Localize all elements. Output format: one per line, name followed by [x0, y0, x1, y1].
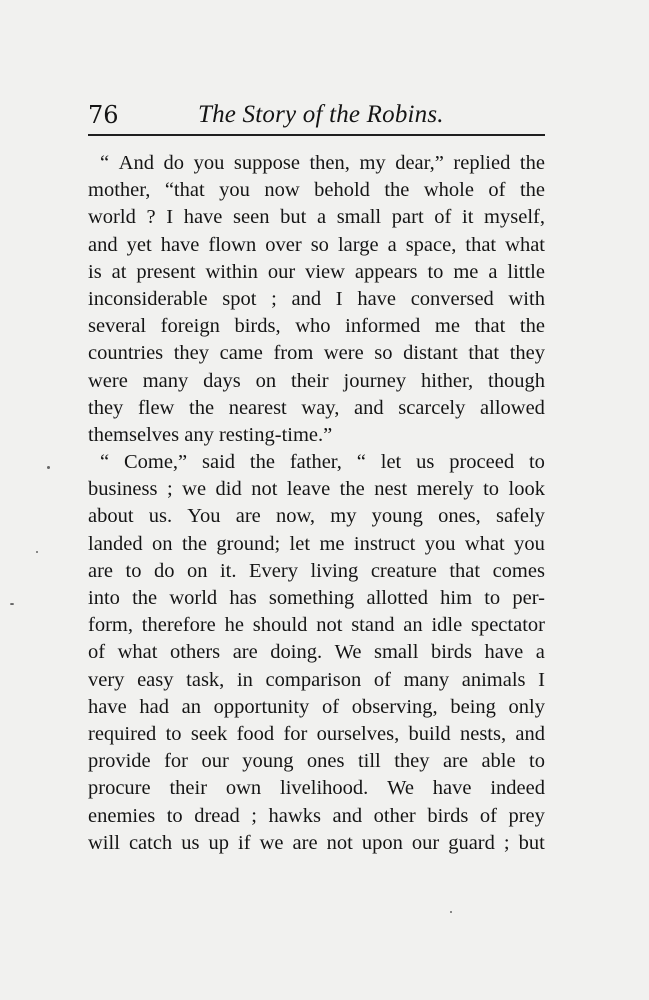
- text-word: their: [169, 777, 208, 800]
- text-word: did: [215, 478, 242, 501]
- text-word: in: [236, 668, 253, 691]
- text-word: to: [529, 750, 545, 773]
- text-word: ?: [146, 206, 156, 229]
- text-word: are: [232, 641, 258, 664]
- text-word: upon: [361, 831, 403, 854]
- text-word: world: [88, 206, 136, 229]
- text-word: are: [292, 831, 318, 854]
- text-word: a: [316, 206, 327, 229]
- text-word: birds: [427, 804, 469, 827]
- text-word: themselves: [88, 423, 180, 446]
- text-word: required: [88, 722, 157, 745]
- text-word: any: [184, 423, 214, 446]
- text-word: do: [153, 559, 175, 582]
- text-word: an: [403, 614, 423, 637]
- text-word: “that: [164, 179, 205, 202]
- text-word: had: [139, 695, 169, 718]
- text-word: other: [373, 804, 416, 827]
- text-line: [88, 286, 545, 313]
- text-word: form,: [88, 614, 133, 637]
- text-word: what: [505, 233, 545, 256]
- text-word: hither,: [421, 369, 474, 392]
- text-word: procure: [88, 777, 151, 800]
- text-word: indeed: [490, 777, 545, 800]
- text-word: catch: [128, 831, 173, 854]
- text-word: resting-time.”: [218, 423, 333, 446]
- text-word: per-: [512, 587, 545, 609]
- text-word: within: [205, 260, 258, 283]
- text-word: what: [464, 532, 505, 555]
- text-word: conversed: [410, 287, 494, 310]
- text-word: over: [265, 233, 302, 256]
- text-word: enemies: [88, 804, 156, 827]
- text-word: therefore: [141, 614, 216, 637]
- text-word: with: [508, 287, 545, 310]
- text-word: part: [391, 206, 424, 229]
- text-word: And: [118, 152, 154, 174]
- text-word: on: [186, 559, 208, 582]
- text-word: merely: [416, 478, 474, 501]
- text-word: he: [224, 614, 244, 637]
- text-word: and: [332, 804, 363, 827]
- text-word: to: [528, 451, 545, 474]
- text-word: space,: [405, 233, 457, 256]
- paper-speck: [10, 603, 14, 605]
- text-word: leave: [286, 478, 331, 501]
- text-word: but: [518, 831, 545, 854]
- text-word: very: [88, 668, 125, 691]
- text-word: us: [416, 451, 435, 474]
- text-word: a: [387, 233, 397, 256]
- text-word: into: [88, 587, 120, 609]
- text-word: doing.: [270, 641, 323, 664]
- text-word: have: [160, 233, 200, 256]
- text-word: and: [291, 287, 322, 310]
- text-word: spectator: [470, 614, 545, 637]
- text-word: my: [330, 505, 357, 528]
- text-line: [88, 531, 545, 558]
- text-line: [88, 694, 545, 721]
- text-word: let: [380, 451, 402, 474]
- text-word: my: [359, 152, 386, 174]
- text-word: me: [434, 315, 460, 338]
- text-word: from: [273, 342, 314, 365]
- text-word: now,: [275, 505, 316, 528]
- text-line: [88, 721, 545, 748]
- text-word: us: [181, 831, 200, 854]
- text-line: [88, 204, 545, 231]
- text-word: us.: [148, 505, 173, 528]
- text-word: nest: [374, 478, 408, 501]
- text-word: then,: [309, 152, 350, 174]
- text-line: [88, 177, 545, 204]
- text-word: behold: [314, 179, 370, 202]
- text-word: the: [181, 532, 207, 555]
- text-word: the: [189, 396, 215, 419]
- text-word: only: [508, 695, 545, 718]
- text-word: allotted: [366, 587, 428, 609]
- text-word: allowed: [480, 396, 545, 419]
- text-word: many: [142, 369, 189, 392]
- text-word: living: [310, 559, 359, 582]
- text-word: have: [183, 206, 223, 229]
- text-word: if: [238, 831, 251, 854]
- text-word: they: [394, 750, 430, 773]
- text-word: own: [225, 777, 262, 800]
- text-word: yet: [126, 233, 152, 256]
- text-word: I: [538, 668, 545, 691]
- text-word: easy: [137, 668, 174, 691]
- text-line: [88, 340, 545, 367]
- running-title: The Story of the Robins.: [198, 101, 444, 128]
- text-word: creature: [370, 559, 437, 582]
- text-word: to: [165, 722, 182, 745]
- text-line: [88, 612, 545, 639]
- text-word: We: [387, 777, 414, 800]
- text-word: appears: [354, 260, 418, 283]
- text-word: you: [424, 532, 456, 555]
- text-word: they: [173, 342, 210, 365]
- text-word: journey: [343, 369, 407, 392]
- text-word: they: [509, 342, 545, 365]
- text-word: though: [488, 369, 545, 392]
- text-word: distant: [403, 342, 458, 365]
- text-word: me: [319, 532, 345, 555]
- text-word: myself,: [484, 206, 545, 229]
- text-word: look: [508, 478, 545, 501]
- text-line: [88, 259, 545, 286]
- text-word: comes: [492, 559, 545, 582]
- text-word: said: [202, 451, 236, 474]
- text-word: proceed: [449, 451, 515, 474]
- text-word: now: [264, 179, 300, 202]
- text-word: it.: [219, 559, 237, 582]
- text-word: a: [535, 641, 545, 664]
- text-word: foreign: [160, 315, 220, 338]
- text-word: of: [88, 641, 106, 664]
- text-word: what: [117, 641, 158, 664]
- text-word: ground;: [216, 532, 281, 555]
- text-word: to: [484, 587, 501, 609]
- text-word: to: [125, 559, 142, 582]
- text-word: they: [88, 396, 124, 419]
- text-line: [88, 150, 545, 177]
- text-word: spot: [222, 287, 257, 310]
- text-word: dread: [194, 804, 240, 827]
- text-word: the: [249, 451, 275, 474]
- text-word: many: [403, 668, 450, 691]
- text-word: that: [465, 233, 497, 256]
- text-word: business: [88, 478, 158, 501]
- text-line: [88, 667, 545, 694]
- text-word: on: [152, 532, 173, 555]
- text-word: of: [434, 206, 452, 229]
- text-line: [88, 585, 545, 612]
- text-word: that: [468, 342, 500, 365]
- text-word: “: [356, 451, 366, 474]
- text-word: their: [291, 369, 329, 392]
- text-word: stand: [351, 614, 395, 637]
- text-word: should: [252, 614, 308, 637]
- text-word: young: [242, 750, 294, 773]
- text-word: that: [449, 559, 481, 582]
- text-word: have: [432, 777, 472, 800]
- text-line: [88, 232, 545, 259]
- page-number: 76: [88, 101, 119, 129]
- text-word: our: [201, 750, 229, 773]
- text-word: We: [334, 641, 362, 664]
- text-word: small: [336, 206, 382, 229]
- text-word: came: [219, 342, 263, 365]
- text-word: nearest: [228, 396, 287, 419]
- text-word: being: [450, 695, 496, 718]
- text-word: ones: [306, 750, 345, 773]
- text-word: world: [169, 587, 218, 609]
- text-word: you: [219, 179, 250, 202]
- text-word: and: [353, 396, 384, 419]
- text-line: [88, 422, 545, 449]
- body-text: [88, 150, 545, 857]
- text-word: You: [187, 505, 221, 528]
- text-word: present: [136, 260, 196, 283]
- text-word: I: [335, 287, 343, 310]
- text-word: our: [267, 260, 296, 283]
- text-line: [88, 503, 545, 530]
- text-word: way,: [301, 396, 340, 419]
- text-word: for: [164, 750, 188, 773]
- text-word: young: [371, 505, 423, 528]
- text-word: able: [481, 750, 516, 773]
- text-word: up: [208, 831, 229, 854]
- text-word: it: [462, 206, 474, 229]
- text-word: others: [170, 641, 221, 664]
- text-word: opportunity: [213, 695, 310, 718]
- text-word: “: [100, 152, 110, 174]
- text-word: mother,: [88, 179, 151, 202]
- text-word: of: [373, 668, 391, 691]
- text-word: a: [488, 260, 498, 283]
- text-word: seek: [190, 722, 228, 745]
- paper-speck: [47, 466, 50, 469]
- text-word: idle: [431, 614, 463, 637]
- text-word: build: [408, 722, 451, 745]
- text-word: me: [453, 260, 479, 283]
- text-word: suppose: [233, 152, 300, 174]
- text-word: large: [337, 233, 379, 256]
- text-word: not: [326, 831, 353, 854]
- paper-speck: [450, 911, 452, 913]
- text-word: ourselves,: [316, 722, 400, 745]
- text-word: flown: [208, 233, 257, 256]
- text-word: of: [479, 804, 497, 827]
- text-word: dear,”: [395, 152, 444, 174]
- text-word: the: [384, 179, 410, 202]
- text-word: replied: [453, 152, 511, 174]
- text-word: who: [295, 315, 331, 338]
- text-word: have: [357, 287, 397, 310]
- text-word: several: [88, 315, 147, 338]
- text-word: that: [474, 315, 506, 338]
- text-line: [88, 476, 545, 503]
- text-word: flew: [137, 396, 175, 419]
- text-word: so: [374, 342, 393, 365]
- text-word: were: [88, 369, 128, 392]
- text-word: of: [321, 695, 340, 718]
- text-word: has: [229, 587, 257, 609]
- text-line: [88, 368, 545, 395]
- text-word: hawks: [268, 804, 321, 827]
- text-word: seen: [233, 206, 270, 229]
- text-word: task,: [186, 668, 225, 691]
- text-word: something: [268, 587, 355, 609]
- text-word: scarcely: [398, 396, 466, 419]
- text-word: whole: [423, 179, 474, 202]
- text-word: view: [305, 260, 345, 283]
- text-word: at: [111, 260, 127, 283]
- text-word: prey: [508, 804, 545, 827]
- text-word: the: [132, 587, 158, 609]
- text-word: guard: [448, 831, 495, 854]
- text-word: the: [519, 179, 545, 202]
- text-word: birds,: [234, 315, 281, 338]
- text-word: little: [507, 260, 545, 283]
- text-word: are: [88, 559, 114, 582]
- text-word: till: [357, 750, 381, 773]
- text-word: let: [289, 532, 311, 555]
- text-word: to: [427, 260, 444, 283]
- text-word: we: [182, 478, 207, 501]
- text-word: informed: [345, 315, 421, 338]
- text-word: birds: [430, 641, 472, 664]
- text-word: so: [310, 233, 329, 256]
- text-word: comparison: [265, 668, 362, 691]
- text-word: have: [484, 641, 524, 664]
- text-word: about: [88, 505, 134, 528]
- text-word: to: [483, 478, 500, 501]
- text-word: food: [236, 722, 275, 745]
- text-word: observing,: [351, 695, 438, 718]
- text-line: [88, 395, 545, 422]
- text-word: not: [251, 478, 278, 501]
- text-word: and: [88, 233, 118, 256]
- text-word: Every: [249, 559, 298, 582]
- text-line: [88, 748, 545, 775]
- text-word: an: [181, 695, 201, 718]
- text-word: were: [323, 342, 364, 365]
- header-rule: [88, 134, 545, 136]
- text-word: days: [203, 369, 241, 392]
- text-word: on: [255, 369, 277, 392]
- text-word: nests,: [459, 722, 507, 745]
- text-word: are: [235, 505, 261, 528]
- page-header: [88, 100, 545, 136]
- text-word: is: [88, 260, 102, 283]
- text-word: ;: [503, 831, 510, 854]
- text-word: you: [514, 532, 545, 555]
- text-word: Come,”: [123, 451, 188, 474]
- text-line: [88, 830, 545, 857]
- text-word: small: [374, 641, 419, 664]
- text-word: ;: [251, 804, 257, 827]
- text-word: and: [515, 722, 545, 745]
- text-word: will: [88, 831, 120, 854]
- text-word: landed: [88, 532, 143, 555]
- text-word: safely: [495, 505, 545, 528]
- text-word: instruct: [353, 532, 416, 555]
- text-line: [88, 639, 545, 666]
- text-word: not: [316, 614, 343, 637]
- text-word: you: [193, 152, 225, 174]
- text-line: [88, 449, 545, 476]
- text-word: the: [519, 315, 545, 338]
- text-line: [88, 775, 545, 802]
- text-word: we: [259, 831, 284, 854]
- text-word: the: [339, 478, 365, 501]
- text-word: animals: [461, 668, 526, 691]
- text-word: ;: [166, 478, 173, 501]
- text-word: to: [166, 804, 183, 827]
- text-word: him: [440, 587, 473, 609]
- text-word: are: [442, 750, 468, 773]
- text-word: “: [100, 451, 110, 474]
- text-line: [88, 558, 545, 585]
- text-word: do: [163, 152, 185, 174]
- text-word: I: [166, 206, 174, 229]
- text-word: have: [88, 695, 127, 718]
- text-line: [88, 803, 545, 830]
- text-word: our: [411, 831, 440, 854]
- text-word: countries: [88, 342, 164, 365]
- text-word: ;: [271, 287, 277, 310]
- text-word: of: [488, 179, 506, 202]
- paper-speck: [36, 551, 38, 553]
- text-line: [88, 313, 545, 340]
- text-word: for: [283, 722, 308, 745]
- text-word: provide: [88, 750, 151, 773]
- text-word: inconsiderable: [88, 287, 208, 310]
- text-word: livelihood.: [280, 777, 369, 800]
- text-word: ones,: [438, 505, 481, 528]
- text-word: father,: [289, 451, 342, 474]
- text-word: the: [519, 152, 545, 174]
- text-word: but: [280, 206, 307, 229]
